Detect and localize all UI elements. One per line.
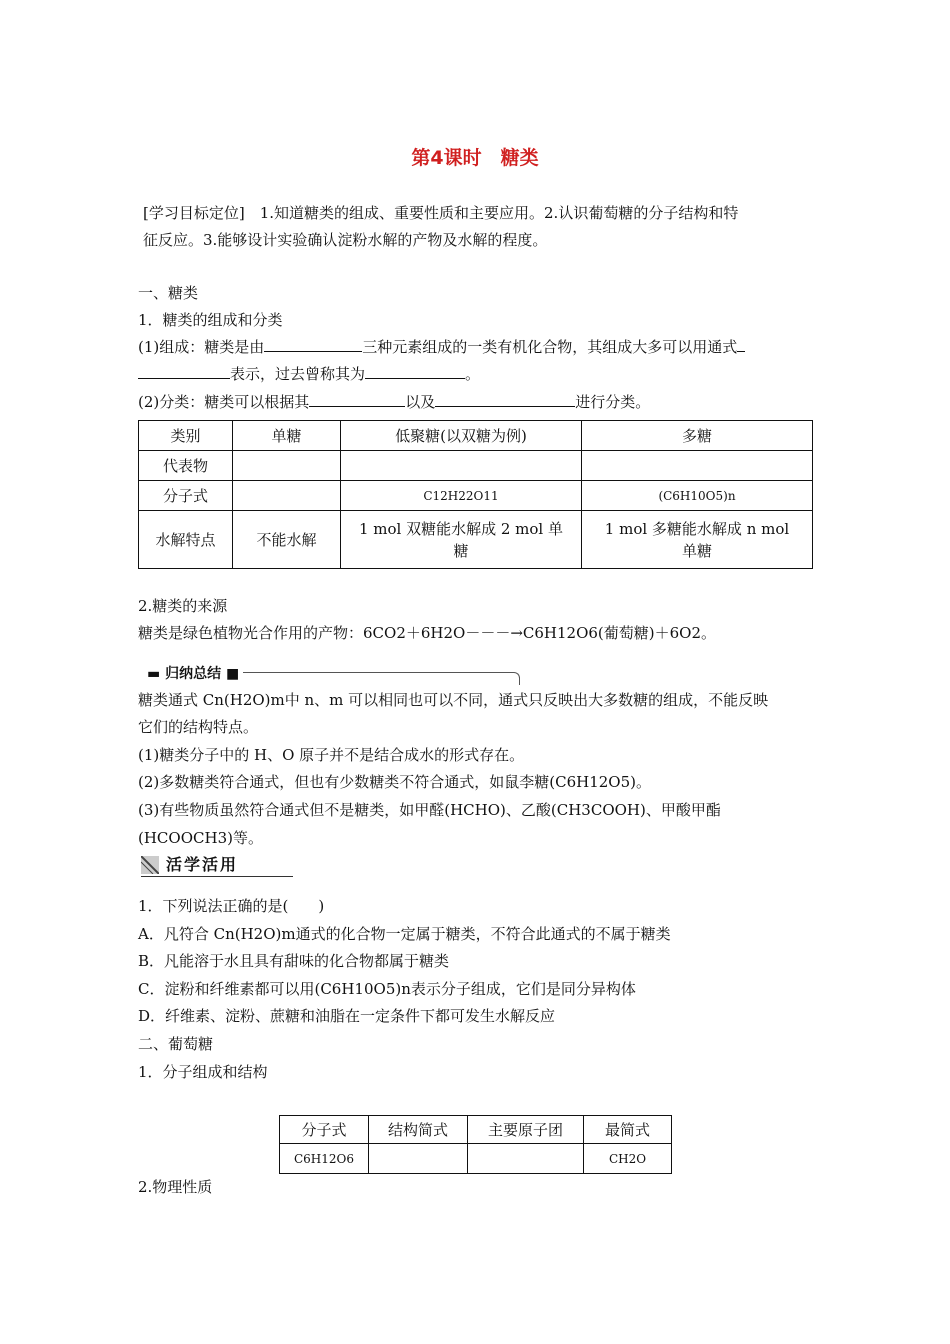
table-header: 结构简式 xyxy=(369,1116,468,1144)
table-cell: C12H22O11 xyxy=(341,481,582,511)
summary-p2: (1)糖类分子中的 H、O 原子并不是结合成水的形式存在。 xyxy=(138,746,525,764)
table-cell-blank[interactable] xyxy=(233,451,341,481)
table-header: 多糖 xyxy=(582,421,813,451)
composition-text-c: 表示，过去曾称其为 xyxy=(230,365,366,383)
practice-stripe-icon xyxy=(141,856,159,874)
summary-p3: (2)多数糖类符合通式，但也有少数糖类不符合通式，如鼠李糖(C6H12O5)。 xyxy=(138,773,651,791)
blank-basis-1[interactable] xyxy=(309,392,405,407)
table-cell-blank[interactable] xyxy=(369,1144,468,1174)
table-cell: 不能水解 xyxy=(233,511,341,569)
blank-old-name[interactable] xyxy=(365,364,465,379)
cell-line: 糖 xyxy=(453,541,469,560)
table-row xyxy=(139,421,813,451)
classification-line xyxy=(138,392,650,412)
blank-formula[interactable] xyxy=(138,364,230,379)
table-cell: (C6H10O5)n xyxy=(582,481,813,511)
table-header: 分子式 xyxy=(280,1116,369,1144)
question-1: 1．下列说法正确的是( ) xyxy=(138,897,325,915)
table-header: 类别 xyxy=(139,421,233,451)
practice-underline xyxy=(141,876,293,877)
summary-p4a: (3)有些物质虽然符合通式但不是糖类，如甲醛(HCHO)、乙酸(CH3COOH)、甲酸甲酯 xyxy=(138,801,721,819)
table-row xyxy=(139,511,813,569)
section2-sub2: 2.物理性质 xyxy=(138,1178,213,1196)
table-header: 最简式 xyxy=(584,1116,672,1144)
blank-formula-start[interactable] xyxy=(737,337,745,352)
section1-sub1: 1．糖类的组成和分类 xyxy=(138,311,283,329)
table-cell: 代表物 xyxy=(139,451,233,481)
sugar-classification-table xyxy=(138,420,813,569)
glucose-structure-table xyxy=(279,1115,672,1174)
table-header: 低聚糖(以双糖为例) xyxy=(341,421,582,451)
cell-line: 1 mol 多糖能水解成 n mol xyxy=(604,519,790,538)
summary-label xyxy=(143,664,243,684)
summary-marker-icon: ■ xyxy=(221,666,240,682)
section1-heading: 一、糖类 xyxy=(138,284,199,302)
option-b[interactable]: B．凡能溶于水且具有甜味的化合物都属于糖类 xyxy=(138,952,450,970)
cell-line: 1 mol 双糖能水解成 2 mol 单 xyxy=(358,519,564,538)
blank-basis-2[interactable] xyxy=(435,392,575,407)
source-heading: 2.糖类的来源 xyxy=(138,597,228,615)
summary-p1a: 糖类通式 Cn(H2O)m中 n、m 可以相同也可以不同，通式只反映出大多数糖的组成，不能反映 xyxy=(138,691,769,709)
practice-stripe-svg xyxy=(141,856,159,874)
table-row xyxy=(139,451,813,481)
table-header: 单糖 xyxy=(233,421,341,451)
classification-text-b: 以及 xyxy=(405,393,436,411)
table-cell: 分子式 xyxy=(139,481,233,511)
option-a[interactable]: A．凡符合 Cn(H2O)m通式的化合物一定属于糖类，不符合此通式的不属于糖类 xyxy=(138,925,671,943)
practice-label: 活学活用 xyxy=(166,855,239,874)
composition-text-b: 三种元素组成的一类有机化合物，其组成大多可以用通式 xyxy=(362,338,738,356)
page-title: 第4课时 糖类 xyxy=(411,147,539,169)
table-cell-blank[interactable] xyxy=(468,1144,584,1174)
table-cell xyxy=(341,511,582,569)
composition-text-a: (1)组成：糖类是由 xyxy=(138,338,265,356)
table-cell: C6H12O6 xyxy=(280,1144,369,1174)
composition-line-2 xyxy=(138,364,480,384)
composition-line-1 xyxy=(138,337,745,357)
table-row xyxy=(280,1144,672,1174)
table-cell-blank[interactable] xyxy=(341,451,582,481)
summary-p1b: 它们的结构特点。 xyxy=(138,718,259,736)
summary-p4b: (HCOOCH3)等。 xyxy=(138,829,263,847)
table-cell: 水解特点 xyxy=(139,511,233,569)
table-cell-blank[interactable] xyxy=(582,451,813,481)
table-row xyxy=(139,481,813,511)
table-cell-blank[interactable] xyxy=(233,481,341,511)
blank-elements[interactable] xyxy=(264,337,362,352)
section2-heading: 二、葡萄糖 xyxy=(138,1035,214,1053)
table-cell xyxy=(582,511,813,569)
option-d[interactable]: D．纤维素、淀粉、蔗糖和油脂在一定条件下都可发生水解反应 xyxy=(138,1007,556,1025)
table-cell: CH2O xyxy=(584,1144,672,1174)
table-header: 主要原子团 xyxy=(468,1116,584,1144)
option-c[interactable]: C．淀粉和纤维素都可以用(C6H10O5)n表示分子组成，它们是同分异构体 xyxy=(138,980,636,998)
cell-line: 单糖 xyxy=(681,541,712,560)
objectives-line-2: 征反应。3.能够设计实验确认淀粉水解的产物及水解的程度。 xyxy=(143,231,548,249)
section2-sub1: 1．分子组成和结构 xyxy=(138,1063,268,1081)
classification-text-a: (2)分类：糖类可以根据其 xyxy=(138,393,310,411)
source-text: 糖类是绿色植物光合作用的产物：6CO2＋6H2O－－－→C6H12O6(葡萄糖)＋6O2。 xyxy=(138,624,717,642)
summary-marker-icon: ▬ xyxy=(147,666,166,682)
table-row xyxy=(280,1116,672,1144)
classification-text-c: 进行分类。 xyxy=(575,393,651,411)
summary-label-text: 归纳总结 xyxy=(165,666,222,682)
objectives-line-1: [学习目标定位] 1.知道糖类的组成、重要性质和主要应用。2.认识葡萄糖的分子结构和特 xyxy=(143,204,739,222)
composition-text-d: 。 xyxy=(465,365,481,383)
